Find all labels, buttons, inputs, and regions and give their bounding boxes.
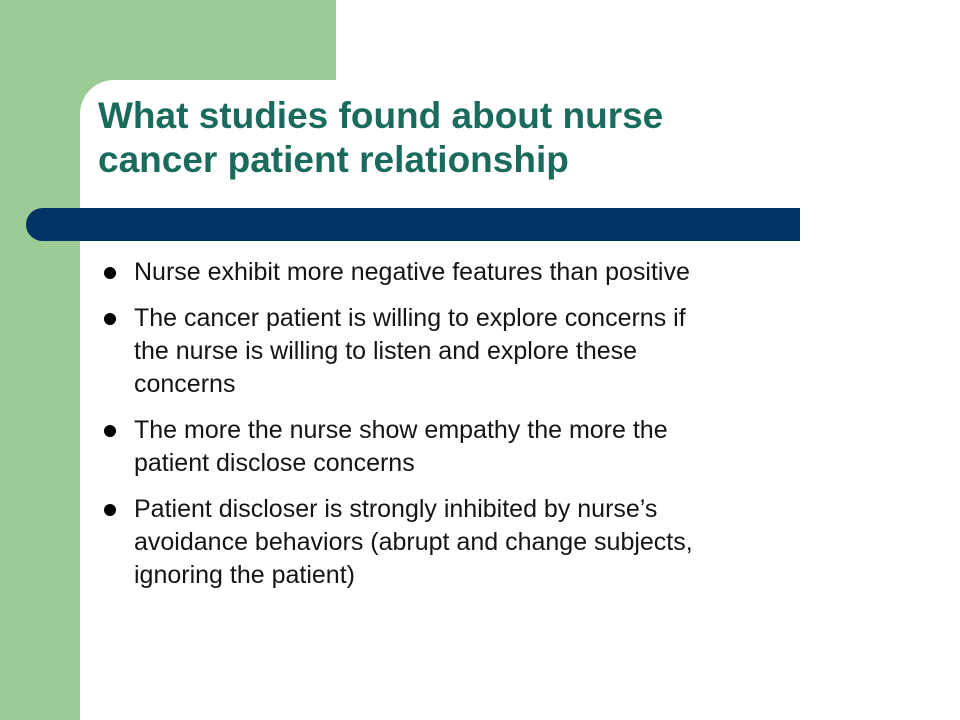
bullet-dot-icon bbox=[104, 267, 116, 279]
bullet-dot-icon bbox=[104, 425, 116, 437]
bullet-text-line: The more the nurse show empathy the more the bbox=[134, 416, 668, 444]
bullet-text-line: concerns bbox=[134, 370, 236, 398]
bullet-text-line: Nurse exhibit more negative features than positive bbox=[134, 258, 690, 286]
bullet-list bbox=[100, 256, 860, 605]
bullet-text-line: patient disclose concerns bbox=[134, 449, 415, 477]
bullet-text-line: The cancer patient is willing to explore concerns if bbox=[134, 304, 686, 332]
bullet-item bbox=[100, 493, 860, 592]
bullet-item bbox=[100, 256, 860, 289]
bullet-dot-icon bbox=[104, 313, 116, 325]
bullet-item bbox=[100, 414, 860, 480]
bullet-item bbox=[100, 302, 860, 401]
title-line: What studies found about nurse bbox=[98, 95, 664, 136]
bullet-text-line: Patient discloser is strongly inhibited by nurse’s bbox=[134, 495, 658, 523]
bullet-dot-icon bbox=[104, 504, 116, 516]
bullet-text-line: ignoring the patient) bbox=[134, 561, 355, 589]
slide-title bbox=[98, 94, 858, 182]
bullet-text-line: avoidance behaviors (abrupt and change subjects, bbox=[134, 528, 693, 556]
title-underline-bar bbox=[26, 208, 800, 241]
title-line: cancer patient relationship bbox=[98, 139, 569, 180]
bullet-text-line: the nurse is willing to listen and explore these bbox=[134, 337, 638, 365]
